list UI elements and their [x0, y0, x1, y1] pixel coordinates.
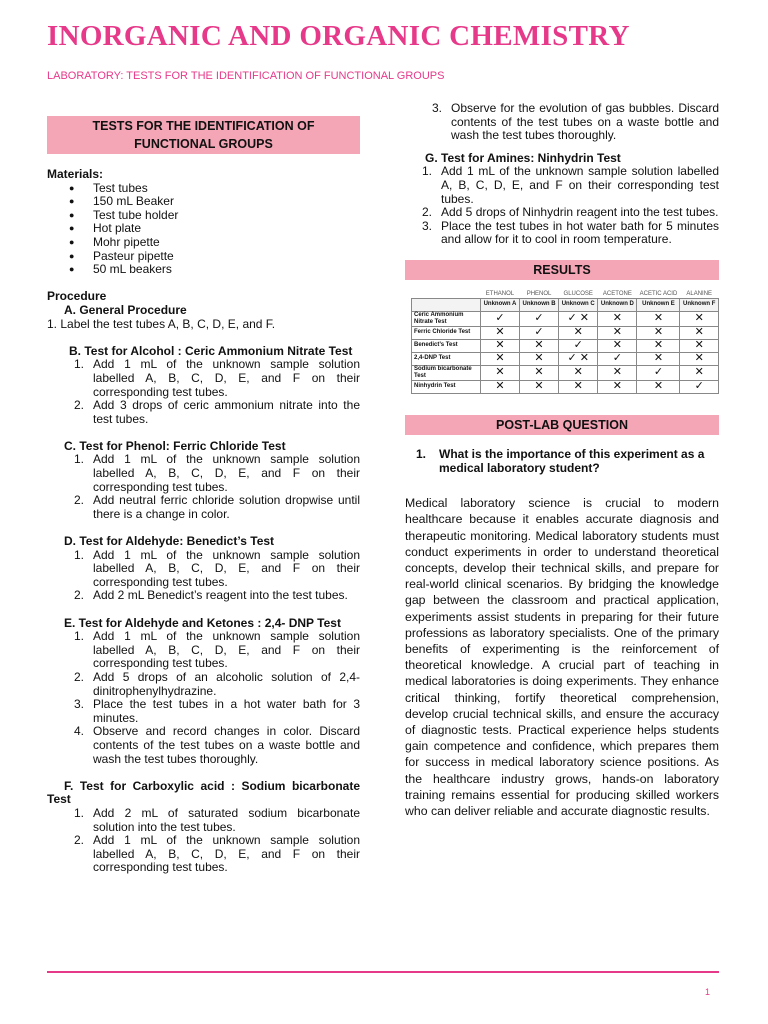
step-text: Add 2 mL Benedict’s reagent into the test tubes.	[93, 588, 348, 603]
result-cell: ✕	[481, 380, 520, 393]
unknown-header-row	[412, 298, 719, 311]
general-procedure-step: 1. Label the test tubes A, B, C, D, E, and F.	[47, 316, 276, 331]
step-text: Add 1 mL of the unknown sample solution labelled A, B, C, D, E, and F on their corresponding test tubes.	[93, 452, 360, 494]
result-cell: ✕	[598, 380, 637, 393]
procedure-step: 2. Add neutral ferric chloride solution dropwise until there is a change in color.	[73, 493, 360, 521]
result-cell: ✓	[637, 365, 680, 380]
step-text: Add 5 drops of Ninhydrin reagent into the test tubes.	[441, 205, 719, 220]
unknown-header: Unknown C	[559, 298, 598, 311]
result-cell: ✕	[637, 339, 680, 352]
list-item: ● Hot plate	[69, 222, 360, 236]
result-cell: ✕	[598, 365, 637, 380]
document-title: INORGANIC AND ORGANIC CHEMISTRY	[47, 20, 630, 52]
procedure-step: 1. Add 1 mL of the unknown sample solution labelled A, B, C, D, E, and F on their corresponding test tubes.	[73, 452, 360, 494]
result-cell: ✕	[598, 311, 637, 326]
list-item: ● 50 mL beakers	[69, 263, 360, 277]
procedure-step: 3. Place the test tubes in a hot water bath for 3 minutes.	[73, 697, 360, 725]
result-cell: ✕	[481, 339, 520, 352]
procedure-step: 1. Add 1 mL of the unknown sample solution labelled A, B, C, D, E, and F on their corresponding test tubes.	[73, 547, 360, 589]
result-cell: ✓	[481, 311, 520, 326]
blank-header	[412, 286, 481, 299]
step-text: Add 5 drops of an alcoholic solution of 2,4-dinitrophenylhydrazine.	[93, 669, 360, 698]
amine-test-heading: G. Test for Amines: Ninhydrin Test	[425, 150, 621, 165]
result-cell: ✕	[481, 352, 520, 365]
step-text: Add 3 drops of ceric ammonium nitrate into the test tubes.	[93, 398, 360, 426]
footer-divider	[47, 971, 719, 973]
step-text: Observe and record changes in color. Discard contents of the test tubes on a waste bottle and wash the test tubes thoroughly.	[93, 724, 360, 766]
result-cell: ✓ ✕	[559, 352, 598, 365]
result-cell: ✕	[637, 326, 680, 339]
step-text: Add 1 mL of the unknown sample solution labelled A, B, C, D, E, and F on their corresponding test tubes.	[93, 547, 360, 589]
table-row	[412, 365, 719, 380]
result-cell: ✕	[481, 326, 520, 339]
procedure-step: 1. Add 1 mL of the unknown sample solution labelled A, B, C, D, E, and F on their corresponding test tubes.	[73, 357, 360, 399]
result-cell: ✓	[519, 311, 558, 326]
result-cell: ✕	[519, 380, 558, 393]
compound-header: ETHANOL	[485, 290, 515, 297]
list-item: ● Pasteur pipette	[69, 250, 360, 264]
step-text: Observe for the evolution of gas bubbles. Discard contents of the test tubes on a waste bottle and wash the test tubes thoroughly.	[451, 101, 719, 143]
step-text: Add 1 mL of the unknown sample solution labelled A, B, C, D, E, and F on their corresponding test tubes.	[93, 833, 360, 875]
question-text: What is the importance of this experiment as a medical laboratory student?	[439, 446, 705, 475]
result-cell: ✕	[637, 311, 680, 326]
document-subtitle: LABORATORY: TESTS FOR THE IDENTIFICATION OF FUNCTIONAL GROUPS	[47, 70, 445, 82]
section-banner	[47, 116, 360, 154]
result-cell: ✓ ✕	[559, 311, 598, 326]
table-row	[412, 339, 719, 352]
result-cell: ✕	[598, 326, 637, 339]
procedure-step: 3. Place the test tubes in hot water bath for 5 minutes and allow for it to cool in room temperature.	[421, 218, 719, 247]
unknown-header: Unknown A	[481, 298, 520, 311]
list-item: ● Test tube holder	[69, 209, 360, 223]
result-cell: ✕	[598, 339, 637, 352]
procedure-step: 2. Add 3 drops of ceric ammonium nitrate into the test tubes.	[73, 398, 360, 426]
procedure-step: 2. Add 2 mL Benedict’s reagent into the test tubes.	[47, 589, 360, 603]
right-column	[405, 102, 719, 819]
result-cell: ✕	[637, 352, 680, 365]
blank-header	[412, 298, 481, 311]
table-row	[412, 326, 719, 339]
procedure-step: 2. Add 5 drops of Ninhydrin reagent into the test tubes.	[421, 205, 719, 220]
compound-header: ACETONE	[602, 290, 632, 297]
result-cell: ✓	[680, 380, 719, 393]
table-row	[412, 380, 719, 393]
step-text: Add neutral ferric chloride solution dropwise until there is a change in color.	[93, 493, 360, 521]
result-cell: ✓	[559, 339, 598, 352]
results-banner	[405, 260, 719, 280]
result-cell: ✕	[637, 380, 680, 393]
test-name-cell: Ferric Chloride Test	[412, 326, 481, 339]
question-number: 1.	[415, 446, 426, 461]
test-name-cell: 2,4-DNP Test	[412, 352, 481, 365]
step-text: Add 1 mL of the unknown sample solution labelled A, B, C, D, E, and F on their corresponding test tubes.	[441, 164, 719, 206]
materials-label: Materials:	[47, 167, 104, 181]
unknown-header: Unknown E	[637, 298, 680, 311]
result-cell: ✕	[680, 311, 719, 326]
step-text: Place the test tubes in hot water bath for 5 minutes and allow for it to cool in room temperature.	[441, 218, 719, 247]
procedure-step: 1. Add 2 mL of saturated sodium bicarbonate solution into the test tubes.	[73, 805, 360, 834]
dnp-test-heading: E. Test for Aldehyde and Ketones : 2,4- DNP Test	[64, 615, 341, 630]
test-name-cell: Ceric Ammonium Nitrate Test	[412, 311, 481, 326]
result-cell: ✓	[519, 326, 558, 339]
results-banner-text: RESULTS	[533, 262, 591, 277]
procedure-step: 1. Add 1 mL of the unknown sample solution labelled A, B, C, D, E, and F on their corresponding test tubes.	[421, 164, 719, 206]
result-cell: ✕	[559, 380, 598, 393]
page-number: 1	[705, 987, 711, 997]
result-cell: ✕	[519, 352, 558, 365]
unknown-header: Unknown D	[598, 298, 637, 311]
left-column	[47, 116, 360, 875]
result-cell: ✓	[598, 352, 637, 365]
unknown-header: Unknown B	[519, 298, 558, 311]
result-cell: ✕	[559, 326, 598, 339]
procedure-step: 1. Add 1 mL of the unknown sample solution labelled A, B, C, D, E, and F on their corresponding test tubes.	[73, 629, 360, 671]
result-cell: ✕	[559, 365, 598, 380]
test-name-cell: Benedict’s Test	[412, 339, 481, 352]
result-cell: ✕	[680, 339, 719, 352]
aldehyde-test-heading: D. Test for Aldehyde: Benedict’s Test	[64, 534, 275, 549]
compound-header: GLUCOSE	[563, 290, 593, 297]
list-item: ● Mohr pipette	[69, 236, 360, 250]
table-row	[412, 352, 719, 365]
compound-header: ALANINE	[686, 290, 713, 297]
general-procedure-heading: A. General Procedure	[64, 302, 187, 317]
result-cell: ✕	[680, 326, 719, 339]
phenol-test-heading: C. Test for Phenol: Ferric Chloride Test	[64, 438, 286, 453]
postlab-banner	[405, 415, 719, 435]
step-text: Place the test tubes in a hot water bath for 3 minutes.	[93, 697, 360, 725]
list-item: ● 150 mL Beaker	[69, 195, 360, 209]
step-text: Add 1 mL of the unknown sample solution labelled A, B, C, D, E, and F on their corresponding test tubes.	[93, 629, 360, 671]
result-cell: ✕	[680, 352, 719, 365]
carboxylic-test-heading: F. Test for Carboxylic acid : Sodium bicarbonate Test	[47, 778, 360, 807]
unknown-header: Unknown F	[680, 298, 719, 311]
procedure-step: 2. Add 1 mL of the unknown sample solution labelled A, B, C, D, E, and F on their corresponding test tubes.	[73, 833, 360, 875]
compound-header-row	[412, 286, 719, 299]
procedure-step: 3. Observe for the evolution of gas bubbles. Discard contents of the test tubes on a waste bottle and wash the test tubes thoroughly.	[431, 101, 719, 143]
compound-header: PHENOL	[526, 290, 552, 297]
result-cell: ✕	[519, 339, 558, 352]
section-banner-text: TESTS FOR THE IDENTIFICATION OF FUNCTIONAL GROUPS	[92, 119, 315, 151]
test-name-cell: Ninhydrin Test	[412, 380, 481, 393]
alcohol-test-heading: B. Test for Alcohol : Ceric Ammonium Nitrate Test	[69, 343, 353, 358]
step-text: Add 1 mL of the unknown sample solution labelled A, B, C, D, E, and F on their corresponding test tubes.	[93, 357, 360, 399]
result-cell: ✕	[519, 365, 558, 380]
postlab-banner-text: POST-LAB QUESTION	[496, 417, 628, 432]
results-table	[411, 286, 719, 394]
result-cell: ✕	[481, 365, 520, 380]
procedure-step: 4. Observe and record changes in color. Discard contents of the test tubes on a waste bottle and wash the test tubes thoroughly.	[73, 724, 360, 766]
step-text: Add 2 mL of saturated sodium bicarbonate solution into the test tubes.	[93, 805, 360, 834]
postlab-question	[405, 448, 719, 475]
table-row	[412, 311, 719, 326]
postlab-answer: Medical laboratory science is crucial to modern healthcare because it enables accurate diagnosis and therapeutic monitoring. Medical laboratory students must conduct experiments in order to understand theoretical concepts, develop their technical skills, and prepare for real-world clinical scenarios. By bridging the knowledge gap between the classroom and practical application, experiments assist students in preparing for their future professions as laboratory specialists. One of the primary benefits of experimenting is the reinforcement of theoretical knowledge. A crucial part of teaching in medical laboratories is doing experiments. They enhance critical thinking, fortify theoretical comprehension, develop crucial technical skills, and ensure the accuracy of diagnostic tests. Practical experience helps students gain competence and confidence, which prepares them for success in medical laboratory science positions. As the healthcare industry grows, hands-on laboratory training remains essential for producing skilled workers who can deliver reliable and accurate diagnostic results.	[405, 496, 719, 818]
compound-header: ACETIC ACID	[639, 290, 678, 297]
procedure-label: Procedure	[47, 289, 107, 304]
test-name-cell: Sodium bicarbonate Test	[412, 365, 481, 380]
procedure-step: 2. Add 5 drops of an alcoholic solution of 2,4-dinitrophenylhydrazine.	[73, 669, 360, 698]
materials-list	[47, 182, 360, 277]
list-item: ● Test tubes	[69, 182, 360, 196]
result-cell: ✕	[680, 365, 719, 380]
